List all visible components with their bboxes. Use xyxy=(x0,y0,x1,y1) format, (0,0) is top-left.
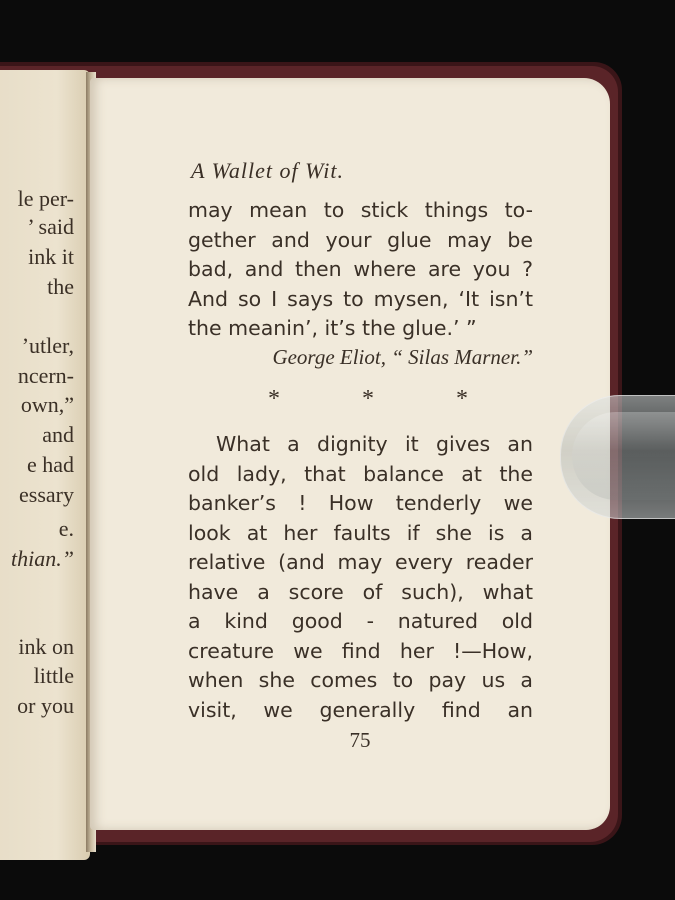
left-page-text-fragment: ncern- xyxy=(17,363,74,388)
attribution: George Eliot, “ Silas Marner.” xyxy=(272,345,533,369)
text-line: when she comes to pay us a xyxy=(188,668,533,692)
left-page-text-fragment: thian.” xyxy=(11,546,74,571)
text-line: bad, and then where are you ? xyxy=(188,257,533,281)
left-page-text-fragment: essary xyxy=(19,482,74,507)
text-line: gether and your glue may be xyxy=(188,227,533,252)
page-number: 75 xyxy=(349,728,371,752)
running-head: A Wallet of Wit. xyxy=(191,158,344,183)
left-page-text-fragment: and xyxy=(42,422,74,447)
separator-star: * xyxy=(362,386,374,412)
left-page-text-fragment: or you xyxy=(17,693,74,718)
text-line: relative (and may every reader xyxy=(188,550,533,574)
text-line: And so I says to mysen, ‘It isn’t xyxy=(188,286,533,311)
left-facing-page xyxy=(0,70,90,860)
glass-highlight xyxy=(572,412,675,500)
text-line: look at her faults if she is a xyxy=(188,520,533,545)
separator-star: * xyxy=(456,386,468,412)
paragraph-two xyxy=(188,430,533,725)
left-page-text-fragment: the xyxy=(47,274,74,299)
text-line: creature we find her !—How, xyxy=(188,638,533,663)
text-line: a kind good - natured old xyxy=(188,609,533,633)
left-page-text-fragment: e. xyxy=(58,516,74,541)
text-line: may mean to stick things to- xyxy=(188,198,533,222)
left-page-text-fragment: e had xyxy=(26,452,74,477)
paragraph-one xyxy=(188,196,533,344)
left-page-text-fragment: little xyxy=(33,663,74,688)
text-line: have a score of such), what xyxy=(188,579,533,604)
text-line: visit, we generally find an xyxy=(188,697,533,722)
text-line: What a dignity it gives an xyxy=(216,432,533,456)
left-page-text-fragment: le per- xyxy=(17,186,74,211)
left-page-text-fragment: ink it xyxy=(28,244,74,269)
left-page-text-fragment: ’ said xyxy=(27,214,74,239)
text-line: banker’s ! How tenderly we xyxy=(188,491,533,515)
left-page-text-fragment: ink on xyxy=(18,634,74,659)
left-page-text-fragment: own,” xyxy=(20,392,74,417)
left-page-text-fragment: ’utler, xyxy=(21,333,74,358)
text-line: the meanin’, it’s the glue.’ ” xyxy=(188,316,477,340)
text-line: old lady, that balance at the xyxy=(188,461,533,486)
separator-star: * xyxy=(268,386,280,412)
section-separator xyxy=(268,386,468,413)
